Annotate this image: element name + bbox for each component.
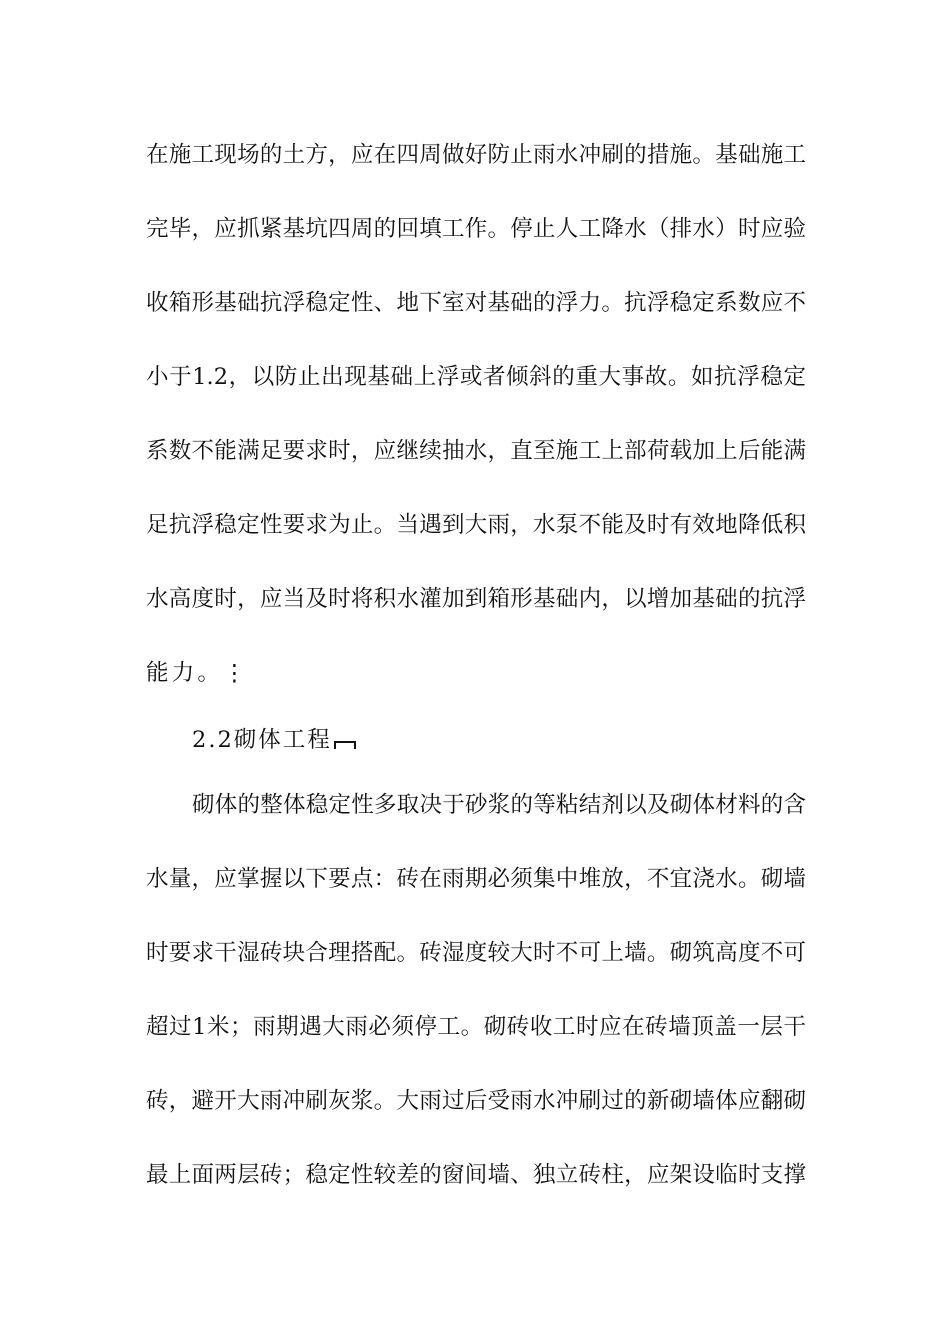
section-heading: [146, 725, 806, 799]
paragraph-earthwork: [146, 140, 806, 732]
paragraph-masonry: [146, 790, 806, 1234]
text-line: 最上面两层砖；稳定性较差的窗间墙、独立砖柱，应架设临时支撑: [146, 1162, 806, 1188]
text-line: 系数不能满足要求时，应继续抽水，直至施工上部荷载加上后能满: [146, 438, 806, 464]
text-line-last: 能力。⋮: [146, 660, 249, 686]
text-line: 足抗浮稳定性要求为止。当遇到大雨，水泵不能及时有效地降低积: [146, 512, 806, 538]
text-line: 水量，应掌握以下要点：砖在雨期必须集中堆放，不宜浇水。砌墙: [146, 866, 806, 892]
text-line: 超过1米；雨期遇大雨必须停工。砌砖收工时应在砖墙顶盖一层干: [146, 1014, 806, 1040]
editing-mark-icon: [334, 741, 356, 749]
text-line: 小于1.2，以防止出现基础上浮或者倾斜的重大事故。如抗浮稳定: [146, 364, 806, 390]
text-line: 时要求干湿砖块合理搭配。砖湿度较大时不可上墙。砌筑高度不可: [146, 940, 806, 966]
text-line: 水高度时，应当及时将积水灌加到箱形基础内，以增加基础的抗浮: [146, 586, 806, 612]
text-line: 完毕，应抓紧基坑四周的回填工作。停止人工降水（排水）时应验: [146, 216, 806, 242]
text-line: 收箱形基础抗浮稳定性、地下室对基础的浮力。抗浮稳定系数应不: [146, 290, 806, 316]
section-heading-text: 2.2砌体工程: [192, 727, 332, 753]
text-line-first: 砌体的整体稳定性多取决于砂浆的等粘结剂以及砌体材料的含: [192, 792, 806, 818]
text-line: 砖，避开大雨冲刷灰浆。大雨过后受雨水冲刷过的新砌墙体应翻砌: [146, 1088, 806, 1114]
text-line: 在施工现场的土方，应在四周做好防止雨水冲刷的措施。基础施工: [146, 142, 806, 168]
